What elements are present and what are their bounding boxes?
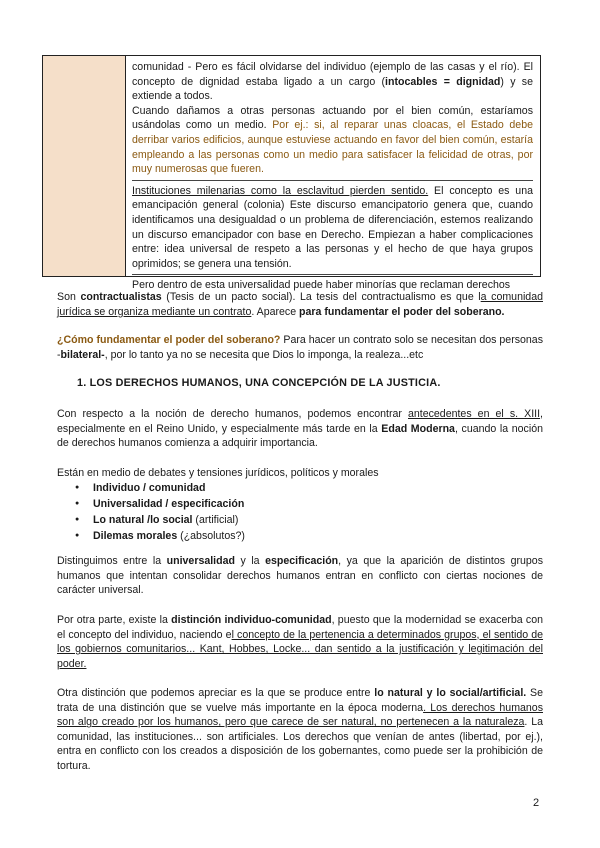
table-paragraph-4: Pero dentro de esta universalidad puede haber minorías que reclaman derechos [132,274,533,293]
paragraph-individual-community: Por otra parte, existe la distinción individuo-comunidad, puesto que la modernidad se exacerba con el concepto del individuo, naciendo el concepto de la pertenencia a determinados grupos, el sentido de los gobiernos comunitarios... Kant, Hobbes, Locke... dan sentido a la justificación y legitimación del poder. [57,614,544,670]
paragraph-debates: Están en medio de debates y tensiones jurídicos, políticos y morales [57,467,379,479]
paragraph-universality: Distinguimos entre la universalidad y la especificación, ya que la aparición de distintos grupos humanos que intentan consolidar derechos humanos entran en conflicto con ciertas nociones de carácter universal. [57,555,543,597]
paragraph-question: ¿Cómo fundamentar el poder del soberano? Para hacer un contrato solo se necesitan dos personas -bilateral-, por lo tanto ya no se necesita que Dios lo imponga, la realeza...etc [57,334,543,361]
list-item: ● Dilemas morales (¿absolutos?) [57,528,245,544]
paragraph-contractualists: Son contractualistas (Tesis de un pacto social). La tesis del contractualismo es que la comunidad jurídica se organiza mediante un contrato. Aparece para fundamentar el poder del soberano. [57,291,543,318]
table-paragraph-2: Cuando dañamos a otras personas actuando por el bien común, estaríamos usándolas como un medio. Por ej.: si, al reparar unas cloacas, el Estado debe derribar varios edificios, aunque estuviese actuando en favor del bien común, estaría empleando a las personas como un medio para satisfacer la felicidad de otras, por muy numerosas que fueren. [132,104,533,176]
page-number: 2 [533,797,540,809]
notes-table [42,55,541,292]
list-item: ● Universalidad / especificación [57,496,245,512]
table-left-cell [43,56,126,276]
paragraph-natural-social: Otra distinción que podemos apreciar es la que se produce entre lo natural y lo social/artificial. Se trata de una distinción que se vuelve más importante en la época moderna. Los derechos humanos son algo creado por los humanos, pero que carece de ser natural, no pertenecen a la naturaleza. La comunidad, las instituciones... son artificiales. Los derechos que venían de antes (libertad, por ej.), entra en conflicto con los creados a disposición de los gobernantes, como puede ser la prohibición de tortura. [57,687,544,772]
table-paragraph-3: Instituciones milenarias como la esclavitud pierden sentido. El concepto es una emancipación general (colonia) Este discurso emancipatorio genera que, cuando identificamos una desigualdad o un problema de diferenciación, estemos realizando un discurso emancipador con base en Derecho. Empiezan a haber complicaciones entre: idea universal de respeto a las personas y el hecho de que haya grupos oprimidos; se genera una tensión. [132,180,533,272]
table-paragraph-1: comunidad - Pero es fácil olvidarse del individuo (ejemplo de las casas y el río). El concepto de dignidad estaba ligado a un cargo (intocables = dignidad) y se extiende a todos. [132,61,533,103]
paragraph-origins: Con respecto a la noción de derecho humanos, podemos encontrar antecedentes en el s. XIII, especialmente en el Reino Unido, y especialmente más tarde en la Edad Moderna, cuando la noción de derechos humanos comienza a adquirir importancia. [57,408,543,450]
bullet-list [57,480,245,544]
table-right-cell [126,56,540,292]
section-heading: 1. LOS DERECHOS HUMANOS, UNA CONCEPCIÓN DE LA JUSTICIA. [77,377,441,389]
list-item: ● Lo natural /lo social (artificial) [57,512,245,528]
list-item: ● Individuo / comunidad [57,480,245,496]
